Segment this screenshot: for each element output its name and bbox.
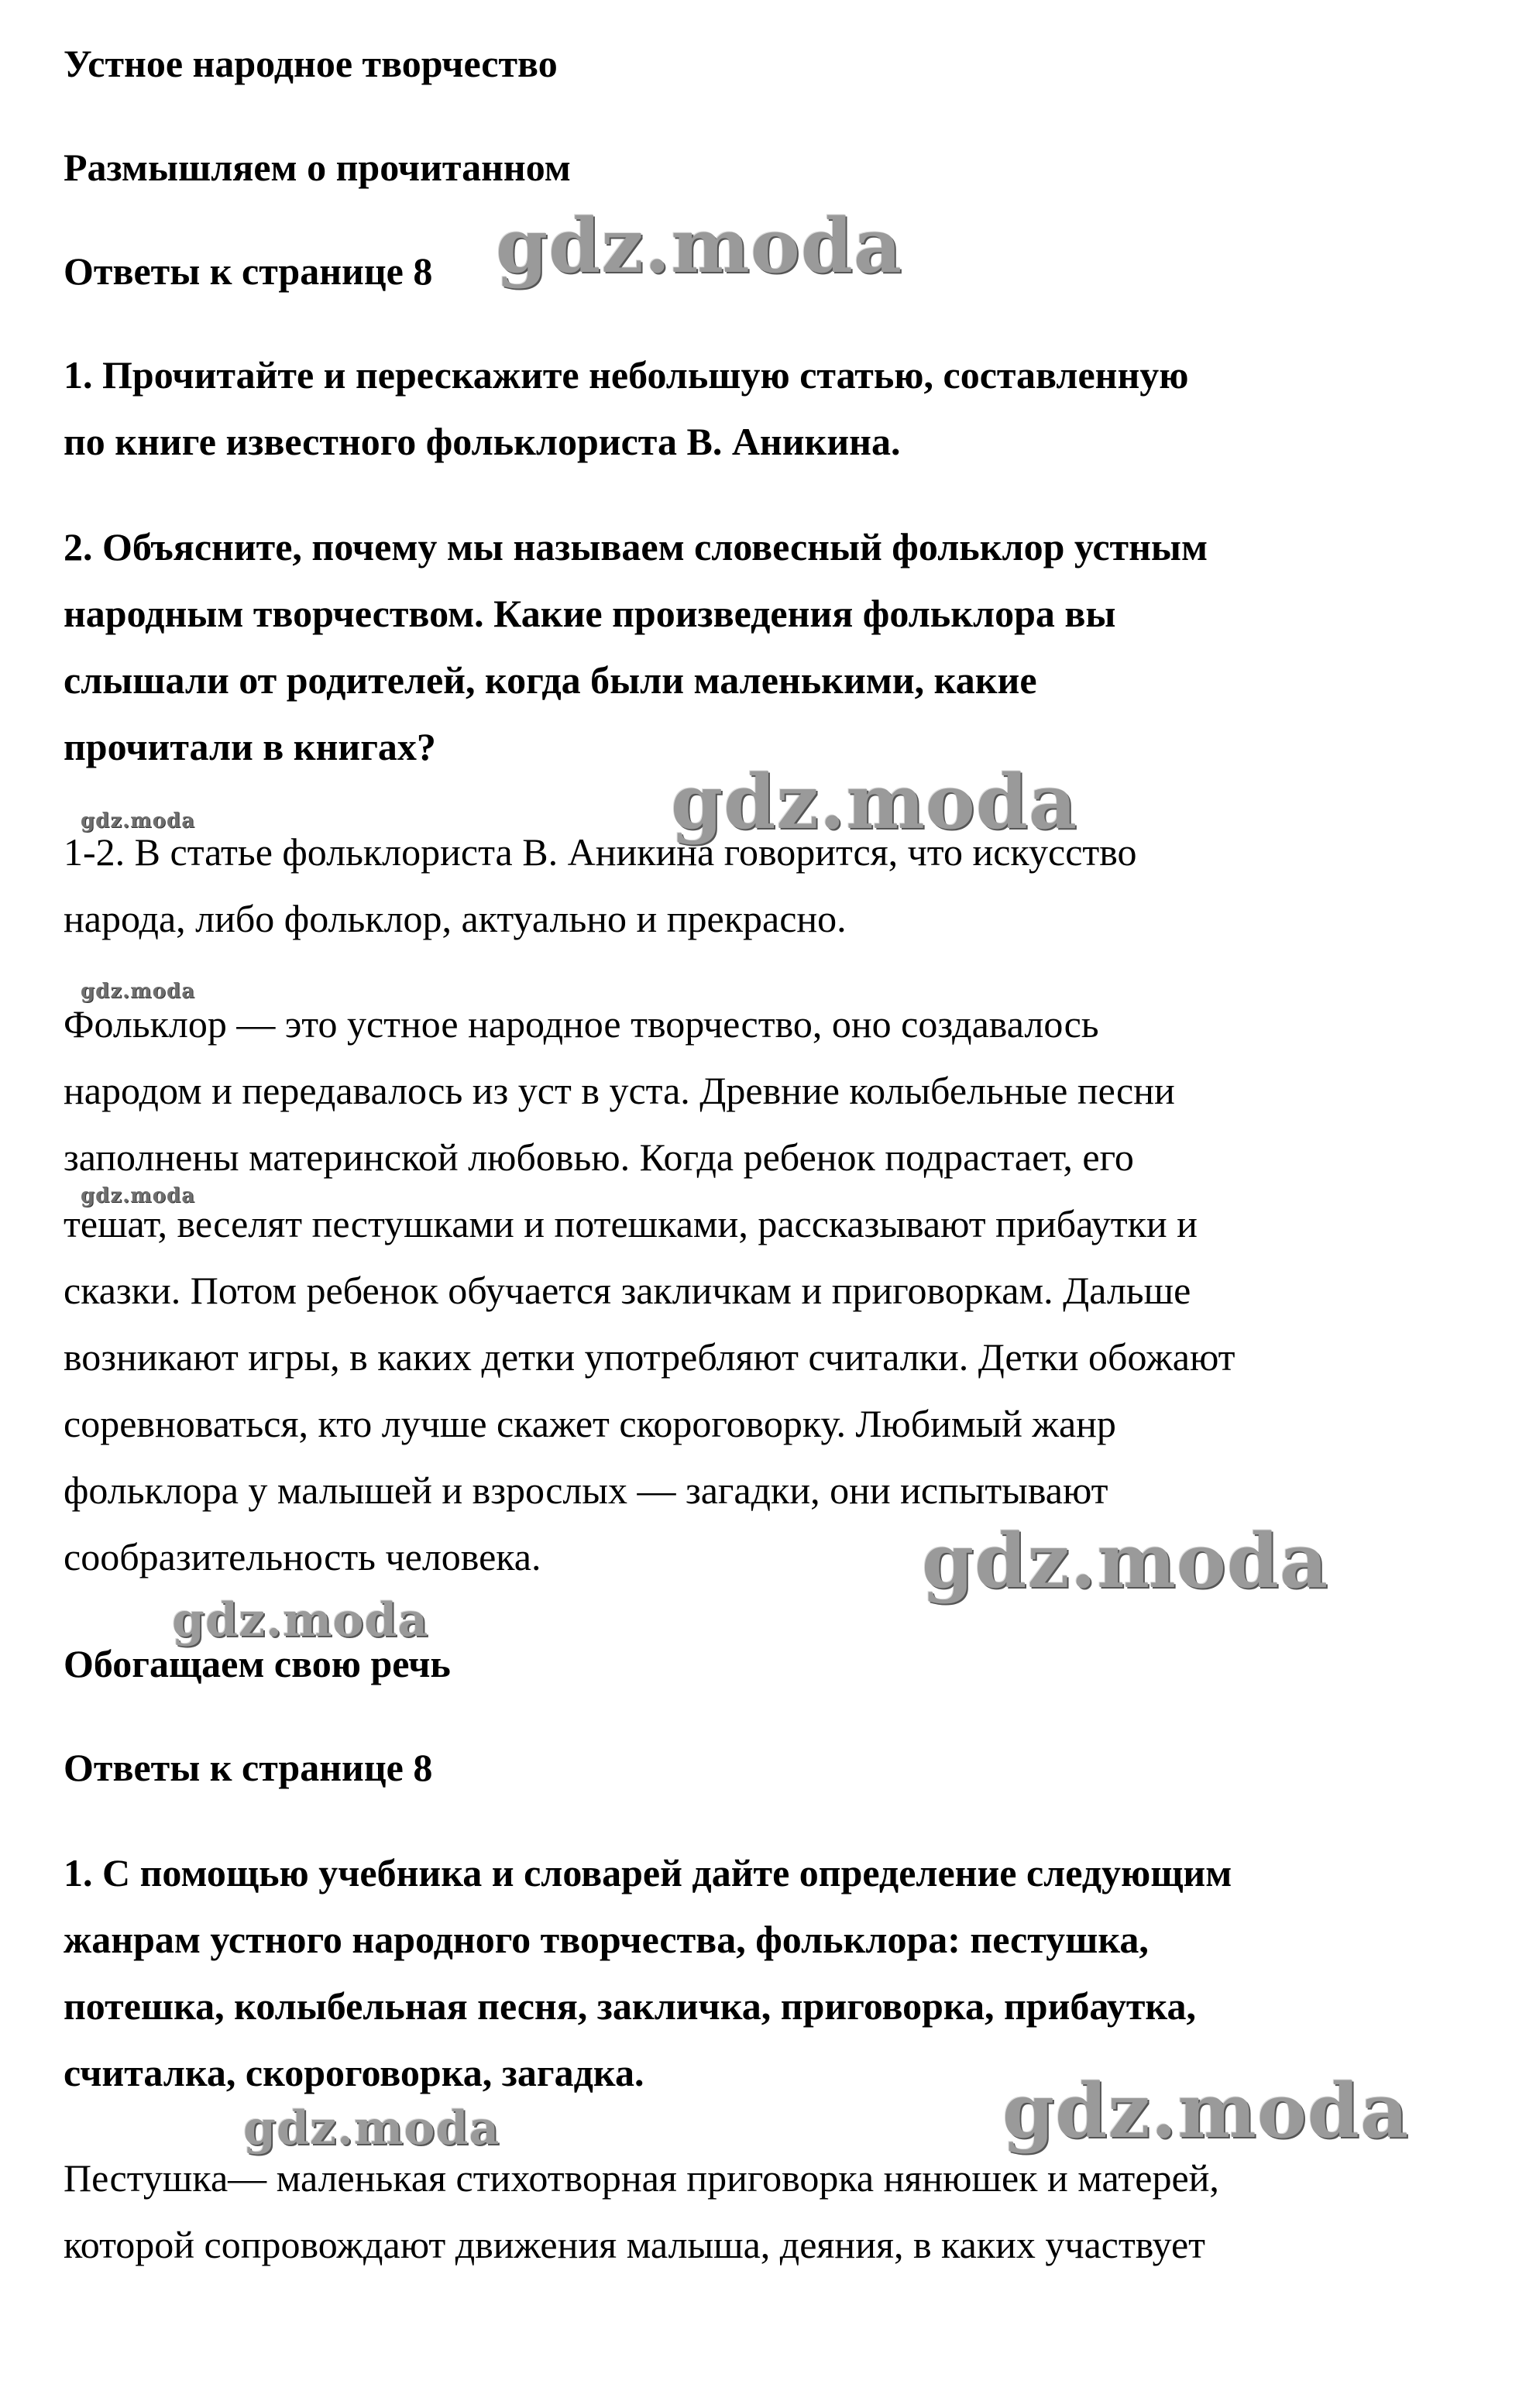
answer-line: соревноваться, кто лучше скажет скороговорку. Любимый жанр — [64, 1402, 1116, 1445]
answer-line: фольклора у малышей и взрослых — загадки, они испытывают — [64, 1469, 1108, 1512]
answers-heading: Ответы к странице 8 — [64, 1746, 433, 1789]
watermark: gdz.moda — [81, 980, 196, 1003]
task-line: прочитали в книгах? — [64, 725, 436, 768]
answer-line: тешат, веселят пестушками и потешками, рассказывают прибаутки и — [64, 1202, 1198, 1245]
answer-line: сообразительность человека. — [64, 1535, 541, 1578]
task-line: жанрам устного народного творчества, фольклора: пестушка, — [64, 1918, 1149, 1961]
answer-line: Пестушка— маленькая стихотворная приговорка нянюшек и матерей, — [64, 2156, 1219, 2200]
task-line: 2. Объясните, почему мы называем словесный фольклор устным — [64, 525, 1208, 569]
task-line: народным творчеством. Какие произведения фольклора вы — [64, 592, 1116, 635]
task-line: 1. Прочитайте и перескажите небольшую статью, составленную — [64, 353, 1189, 397]
watermark: gdz.moda — [922, 1517, 1329, 1605]
watermark: gdz.moda — [496, 202, 903, 290]
task-line: считалка, скороговорка, загадка. — [64, 2051, 644, 2094]
watermark: gdz.moda — [172, 1593, 429, 1647]
watermark: gdz.moda — [1002, 2067, 1410, 2155]
task-line: по книге известного фольклориста В. Аникина. — [64, 420, 901, 463]
answer-line: возникают игры, в каких детки употребляют считалки. Детки обожают — [64, 1335, 1235, 1379]
watermark: gdz.moda — [81, 1184, 196, 1207]
task-line: потешка, колыбельная песня, закличка, приговорка, прибаутка, — [64, 1984, 1196, 2028]
task-line: слышали от родителей, когда были маленькими, какие — [64, 658, 1037, 702]
answer-line: заполнены материнской любовью. Когда ребенок подрастает, его — [64, 1135, 1134, 1179]
answer-line: сказки. Потом ребенок обучается закличкам и приговоркам. Дальше — [64, 1269, 1191, 1312]
subsection-title-reflection: Размышляем о прочитанном — [64, 146, 571, 189]
subsection-title-speech: Обогащаем свою речь — [64, 1642, 451, 1685]
answer-line: 1-2. В статье фольклориста В. Аникина говорится, что искусство — [64, 830, 1137, 874]
watermark: gdz.moda — [671, 758, 1078, 846]
watermark: gdz.moda — [243, 2101, 500, 2156]
answers-heading: Ответы к странице 8 — [64, 249, 433, 293]
watermark: gdz.moda — [81, 809, 196, 833]
answer-line: народа, либо фольклор, актуально и прекрасно. — [64, 897, 847, 940]
answer-line: которой сопровождают движения малыша, деяния, в каких участвует — [64, 2223, 1205, 2266]
answer-line: народом и передавалось из уст в уста. Древние колыбельные песни — [64, 1069, 1175, 1112]
answer-line: Фольклор — это устное народное творчество, оно создавалось — [64, 1002, 1099, 1046]
section-title: Устное народное творчество — [64, 42, 558, 85]
task-line: 1. С помощью учебника и словарей дайте определение следующим — [64, 1851, 1232, 1894]
